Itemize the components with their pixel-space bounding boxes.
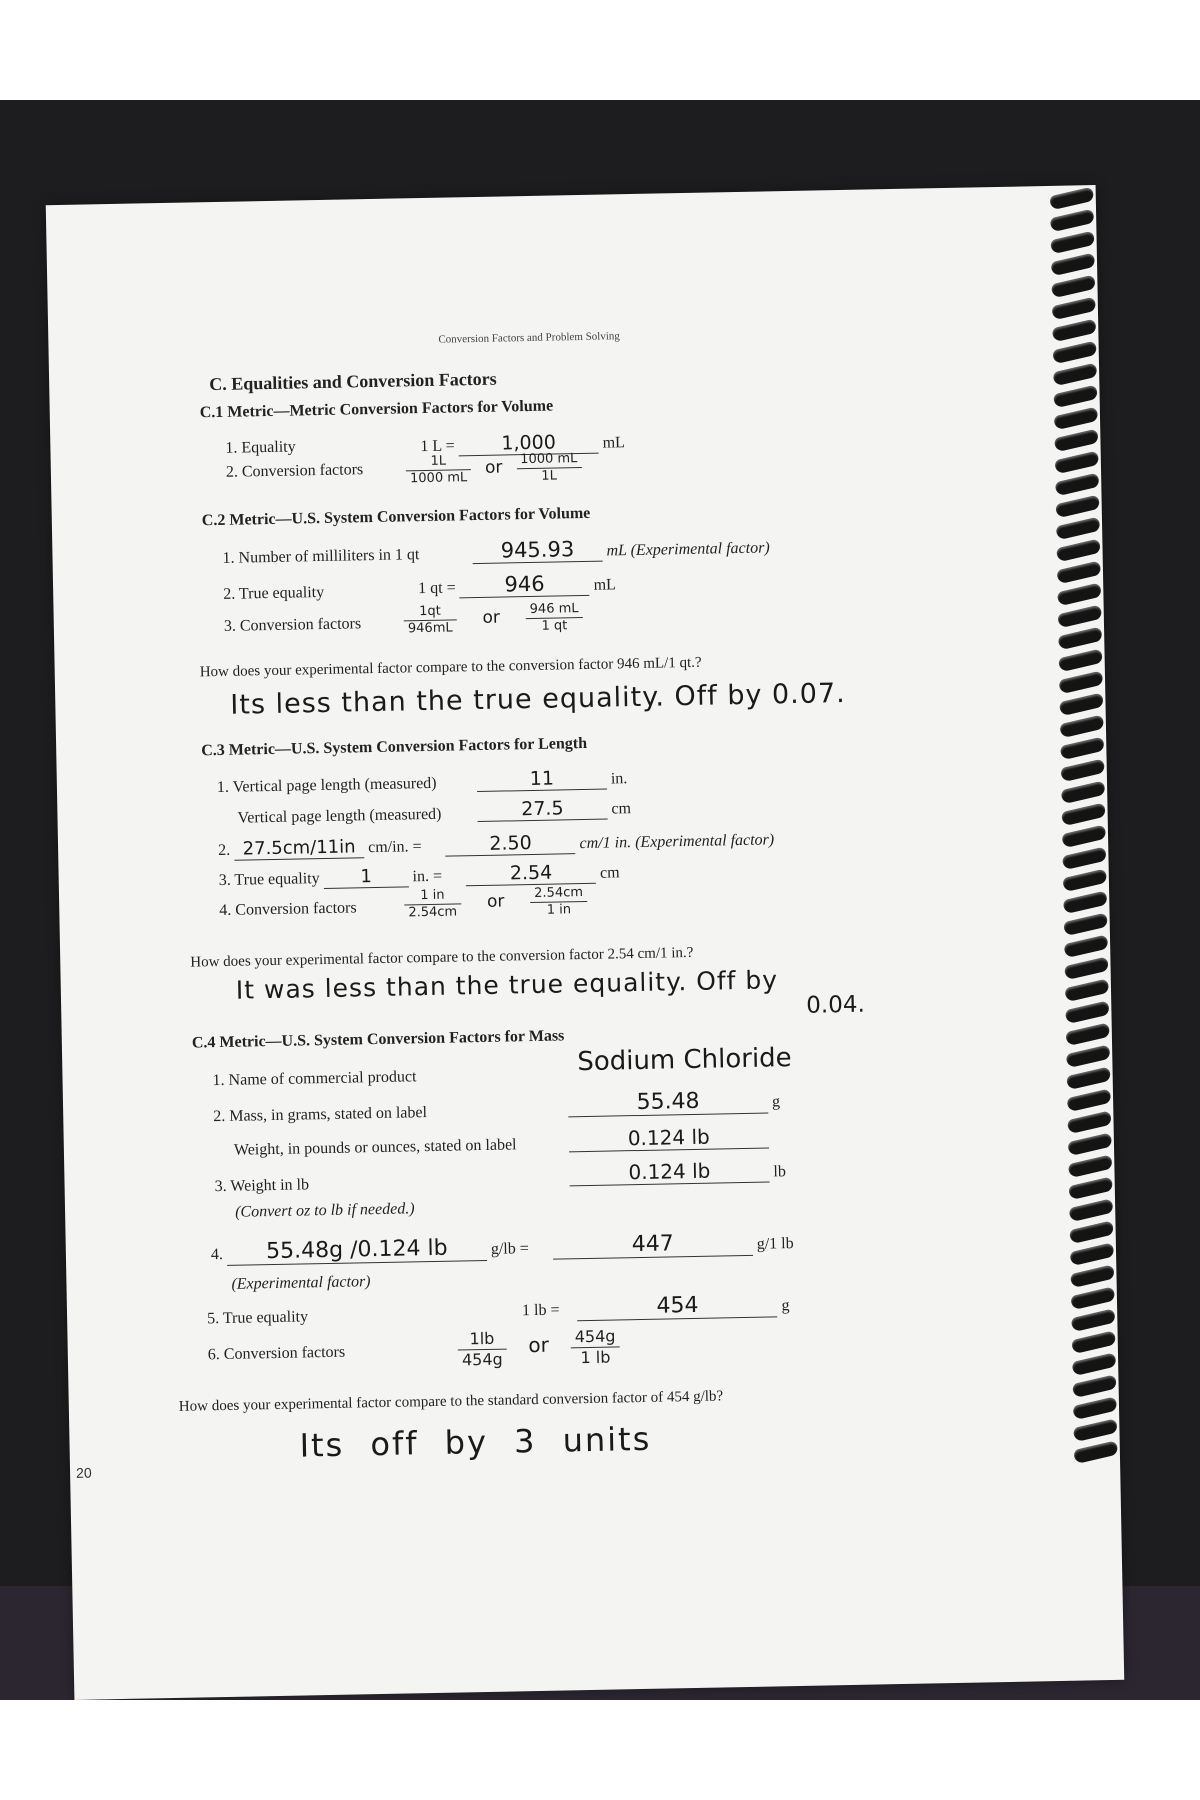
c4-lb-answer[interactable]: 0.124 lb [569,1158,769,1187]
c2-answer[interactable]: Its less than the true equality. Off by 0.07. [230,677,846,721]
spiral-coil [1050,253,1096,277]
c4-factor-or: or [528,1332,550,1358]
c2-question: How does your experimental factor compare to the conversion factor 946 mL/1 qt.? [199,654,702,681]
spiral-binding [1050,191,1129,1482]
spiral-coil [1071,1331,1117,1355]
c3-true-mid: in. = [412,867,443,886]
c4-factors [457,1326,620,1370]
spiral-coil [1056,561,1102,585]
spiral-coil [1064,1001,1110,1025]
c2-factor-a[interactable]: $\frac{1qt}{946mL}$ [403,603,456,637]
c4-mass-unit: g [771,1093,781,1111]
c4-true-row [522,1291,790,1322]
spiral-coil [1051,319,1097,343]
spiral-coil [1069,1243,1115,1267]
worksheet-page [46,185,1125,1700]
c3-question: How does your experimental factor compare to the conversion factor 2.54 cm/1 in.? [190,944,694,971]
spiral-coil [1057,627,1103,651]
c4-item4-row [211,1229,794,1266]
c4-answer[interactable]: Its off by 3 units [299,1419,652,1465]
c2-ml-answer[interactable]: 945.93 [472,537,602,564]
spiral-coil [1053,385,1099,409]
c3-item2-num: 2. [218,841,231,860]
c4-true-answer[interactable]: 454 [577,1291,777,1321]
c4-weight-label: Weight, in pounds or ounces, stated on label [233,1136,517,1159]
spiral-coil [1062,891,1108,915]
spiral-coil [1052,341,1098,365]
spiral-coil [1070,1287,1116,1311]
c2-true-left: 1 qt = [418,579,456,598]
spiral-coil [1070,1309,1116,1333]
c4-item4-num: 4. [210,1246,224,1264]
c1-equality-label: 1. Equality [225,438,296,457]
spiral-coil [1058,649,1104,673]
c1-factors [406,451,582,487]
c3-answer-line1[interactable]: It was less than the true equality. Off by [235,965,779,1005]
spiral-coil [1054,451,1100,475]
spiral-coil [1049,209,1095,233]
spiral-coil [1054,473,1100,497]
spiral-coil [1050,231,1096,255]
c4-weight-answer[interactable]: 0.124 lb [569,1124,769,1153]
c4-lb-row [569,1157,786,1186]
c3-true-label: 3. True equality [218,870,320,890]
spiral-coil [1055,495,1101,519]
c3-len2-row [477,796,631,822]
c1-equality-left: 1 L = [420,437,455,456]
spiral-coil [1055,517,1101,541]
c2-ml-unit: mL (Experimental factor) [606,539,770,560]
spiral-coil [1065,1045,1111,1069]
c1-equality-unit: mL [602,434,625,452]
spiral-coil [1060,759,1106,783]
spiral-coil [1064,979,1110,1003]
c4-true-unit: g [781,1297,790,1315]
c2-factors [403,601,583,637]
c4-factor-b[interactable]: $\frac{454g}{1 lb}$ [571,1326,620,1368]
c4-mass-answer[interactable]: 55.48 [568,1088,768,1118]
spiral-coil [1057,605,1103,629]
spiral-coil [1061,825,1107,849]
spiral-coil [1065,1023,1111,1047]
c4-item4-note: (Experimental factor) [231,1273,371,1293]
c2-factor-or: or [482,607,501,629]
c4-mass-row [568,1087,780,1117]
c3-len1-unit: in. [610,770,628,788]
c2-ml-label: 1. Number of milliliters in 1 qt [222,546,420,567]
c3-len1-answer[interactable]: 11 [477,767,607,792]
c4-item4-result[interactable]: 447 [553,1230,753,1260]
spiral-coil [1051,297,1097,321]
spiral-coil [1061,847,1107,871]
spiral-coil [1056,583,1102,607]
c4-product-label: 1. Name of commercial product [212,1068,417,1090]
spiral-coil [1060,781,1106,805]
c3-factor-a[interactable]: $\frac{1 in}{2.54cm}$ [404,887,461,921]
c3-answer-line2[interactable]: 0.04. [806,991,866,1019]
c4-item4-answer[interactable]: 55.48g /0.124 lb [227,1235,487,1266]
spiral-coil [1061,803,1107,827]
spiral-coil [1072,1396,1118,1420]
c4-true-label: 5. True equality [206,1308,309,1328]
c3-len1-row [477,766,628,792]
spiral-coil [1050,275,1096,299]
spiral-coil [1056,539,1102,563]
spiral-coil [1059,737,1105,761]
c3-factors-label: 4. Conversion factors [219,899,357,920]
c4-lb-note: (Convert oz to lb if needed.) [234,1200,415,1221]
c3-true-answer-right[interactable]: 2.54 [466,861,596,886]
spiral-coil [1072,1418,1118,1442]
spiral-coil [1067,1133,1113,1157]
running-header: Conversion Factors and Problem Solving [438,330,620,346]
spiral-coil [1049,187,1095,211]
spiral-coil [1053,429,1099,453]
c2-ml-row [472,533,770,564]
spiral-coil [1068,1199,1114,1223]
c2-title: C.2 Metric—U.S. System Conversion Factors for Volume [201,504,591,530]
c3-len2-label: Vertical page length (measured) [237,805,442,827]
c2-true-unit: mL [593,576,616,594]
c2-true-answer[interactable]: 946 [459,571,589,598]
c3-item2-mid: cm/in. = [367,838,422,857]
c4-product-answer[interactable]: Sodium Chloride [577,1043,792,1078]
c1-equality-answer[interactable]: 1,000 [458,431,598,457]
spiral-coil [1053,407,1099,431]
c4-question: How does your experimental factor compare to the standard conversion factor of 454 g/lb? [178,1388,724,1415]
c4-lb-unit: lb [773,1163,787,1181]
spiral-coil [1069,1265,1115,1289]
c3-true-unit: cm [599,864,620,882]
spiral-coil [1066,1089,1112,1113]
c4-item4-unit: g/1 lb [756,1235,794,1253]
spiral-coil [1072,1374,1118,1398]
c1-factor-b[interactable]: $\frac{1000 mL}{1L}$ [516,451,582,485]
spiral-coil [1068,1177,1114,1201]
section-c-title: C. Equalities and Conversion Factors [209,368,497,395]
c1-factor-a[interactable]: $\frac{1L}{1000 mL}$ [406,453,472,487]
c1-factors-label: 2. Conversion factors [225,461,364,481]
c4-mass-label: 2. Mass, in grams, stated on label [213,1104,428,1126]
spiral-coil [1066,1067,1112,1091]
c4-item4-mid: g/lb = [490,1240,529,1258]
c1-factor-or: or [484,457,503,479]
spiral-coil [1073,1440,1119,1464]
spiral-coil [1062,869,1108,893]
c4-title: C.4 Metric—U.S. System Conversion Factors for Mass [191,1027,565,1052]
c3-factor-or: or [486,891,505,913]
c3-len1-label: 1. Vertical page length (measured) [216,774,437,797]
c3-true-answer-left[interactable]: 1 [323,865,408,889]
spiral-coil [1052,363,1098,387]
c3-factors [404,885,588,922]
c3-factor-b[interactable]: $\frac{2.54cm}{1 in}$ [530,885,587,919]
c4-true-left: 1 lb = [521,1301,560,1320]
c3-item2-row [218,827,774,861]
spiral-coil [1063,913,1109,937]
spiral-coil [1071,1352,1117,1376]
c2-true-row [418,570,616,599]
c2-factors-label: 3. Conversion factors [223,615,362,635]
page-number: 20 [75,1464,92,1481]
c3-title: C.3 Metric—U.S. System Conversion Factors for Length [201,734,588,760]
spiral-coil [1058,671,1104,695]
c3-item2-answer[interactable]: 27.5cm/11in [234,836,364,860]
c3-item2-unit: cm/1 in. (Experimental factor) [579,831,775,853]
c3-item2-result[interactable]: 2.50 [445,831,575,856]
spiral-coil [1059,693,1105,717]
c4-lb-label: 3. Weight in lb [214,1176,310,1196]
spiral-coil [1064,957,1110,981]
spiral-coil [1067,1155,1113,1179]
spiral-coil [1069,1221,1115,1245]
c2-true-label: 2. True equality [223,583,325,603]
c2-factor-b[interactable]: $\frac{946 mL}{1 qt}$ [526,601,583,635]
spiral-coil [1059,715,1105,739]
photo-frame [0,100,1200,1700]
c4-weight-row [569,1124,769,1153]
spiral-coil [1067,1111,1113,1135]
c4-factor-a[interactable]: $\frac{1lb}{454g}$ [457,1329,506,1371]
c1-title: C.1 Metric—Metric Conversion Factors for Volume [199,397,554,422]
c3-len2-unit: cm [611,800,632,818]
c4-factors-label: 6. Conversion factors [207,1343,346,1364]
spiral-coil [1063,935,1109,959]
c3-len2-answer[interactable]: 27.5 [477,797,607,822]
